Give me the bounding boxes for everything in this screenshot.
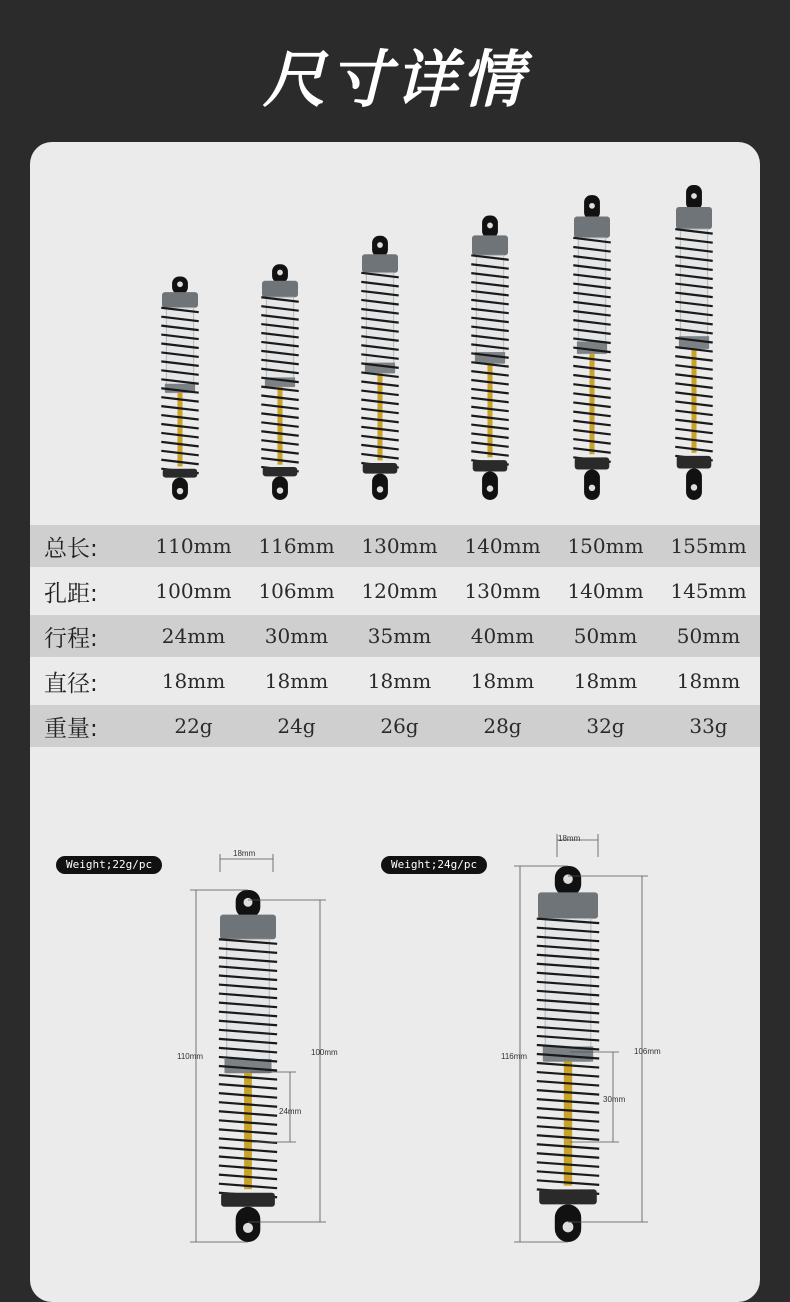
spring-seat [677,456,712,469]
spec-value: 28g [483,714,522,738]
spec-value: 100mm [155,579,232,603]
top-eye-hole [487,223,493,229]
shock-cap [472,235,508,255]
hole-distance-label-left: 100mm [311,1048,338,1057]
shock-cap [262,281,298,298]
total-length-label-left: 110mm [177,1052,204,1061]
spec-row-hole-distance [30,570,760,612]
spec-value: 145mm [670,579,747,603]
detail-shock-right [537,866,599,1242]
spec-value: 50mm [573,624,638,648]
spec-value: 110mm [155,534,232,558]
spec-value: 30mm [264,624,329,648]
spring-seat [263,467,298,476]
shock-cap [574,217,610,238]
shock-1 [161,276,198,500]
spec-value: 140mm [567,579,644,603]
spec-value: 32g [586,714,625,738]
bottom-eye-hole [691,484,697,490]
spec-value: 18mm [161,669,226,693]
bottom-eye-hole [277,487,283,493]
stroke-label-left: 24mm [279,1107,302,1116]
shock-4 [471,215,508,500]
page-title: 尺寸详情 [262,43,527,116]
spec-table [30,525,760,747]
shaft [487,363,492,457]
shaft [564,1062,572,1186]
spec-value: 18mm [367,669,432,693]
dimension-drawings [30,822,760,1302]
diameter-label-right: 18mm [558,834,581,843]
hole-distance-label-right: 106mm [634,1047,661,1056]
spec-value: 130mm [464,579,541,603]
shock-5 [573,195,610,500]
spring-seat [363,463,398,474]
top-eye-hole [277,270,283,276]
bottom-eye-hole [589,485,595,491]
detail-shock-left [219,890,277,1242]
spring-seat [163,469,198,478]
shock-cap [538,892,598,918]
top-eye-hole [377,242,383,248]
spec-row-diameter [30,660,760,702]
spec-value: 18mm [264,669,329,693]
shock-cap [676,207,712,229]
spec-label: 总长: [44,535,98,562]
spec-value: 24mm [161,624,226,648]
spec-value: 33g [689,714,728,738]
shock-lineup [30,142,760,522]
spec-value: 50mm [676,624,741,648]
dimension-detail [30,822,760,1302]
spec-row-total-length [30,525,760,567]
spec-value: 130mm [361,534,438,558]
spring-seat [473,460,508,471]
shaft [177,393,182,467]
top-eye-hole [691,193,697,199]
spec-value: 120mm [361,579,438,603]
spec-value: 116mm [258,534,335,558]
bottom-eye-hole [177,488,183,494]
spec-row-stroke [30,615,760,657]
spec-value: 35mm [367,624,432,648]
spec-value: 150mm [567,534,644,558]
shock-6 [675,185,712,500]
spec-label: 行程: [44,625,98,652]
spec-label: 重量: [44,715,98,742]
spec-value: 22g [174,714,213,738]
spec-value: 18mm [573,669,638,693]
spec-value: 24g [277,714,316,738]
spring-seat [221,1193,275,1207]
spec-label: 孔距: [44,580,98,607]
spec-value: 18mm [470,669,535,693]
shaft [691,349,696,453]
spec-value: 26g [380,714,419,738]
shock-cap [220,915,276,940]
spring-seat [539,1189,597,1204]
stroke-label-right: 30mm [603,1095,626,1104]
shock-3 [361,236,398,500]
weight-badge-right: Weight;24g/pc [381,856,487,874]
top-eye-hole [177,281,183,287]
top-eye-hole [589,203,595,209]
spec-value: 140mm [464,534,541,558]
shock-2 [261,264,298,500]
spec-row-weight [30,705,760,747]
bottom-eye-hole [563,1222,574,1233]
total-length-label-right: 116mm [501,1052,528,1061]
spring-seat [575,457,610,469]
product-card [30,142,760,1302]
shock-cap [162,292,198,308]
spec-value: 106mm [258,579,335,603]
shock-cap [362,254,398,272]
weight-badge-left: Weight;22g/pc [56,856,162,874]
bottom-eye-hole [487,485,493,491]
bottom-eye-hole [377,486,383,492]
spec-label: 直径: [44,670,98,697]
top-eye-hole [244,898,253,907]
bottom-eye-hole [243,1223,253,1233]
spec-value: 155mm [670,534,747,558]
spec-value: 40mm [470,624,535,648]
spec-value: 18mm [676,669,741,693]
diameter-label-left: 18mm [233,849,256,858]
